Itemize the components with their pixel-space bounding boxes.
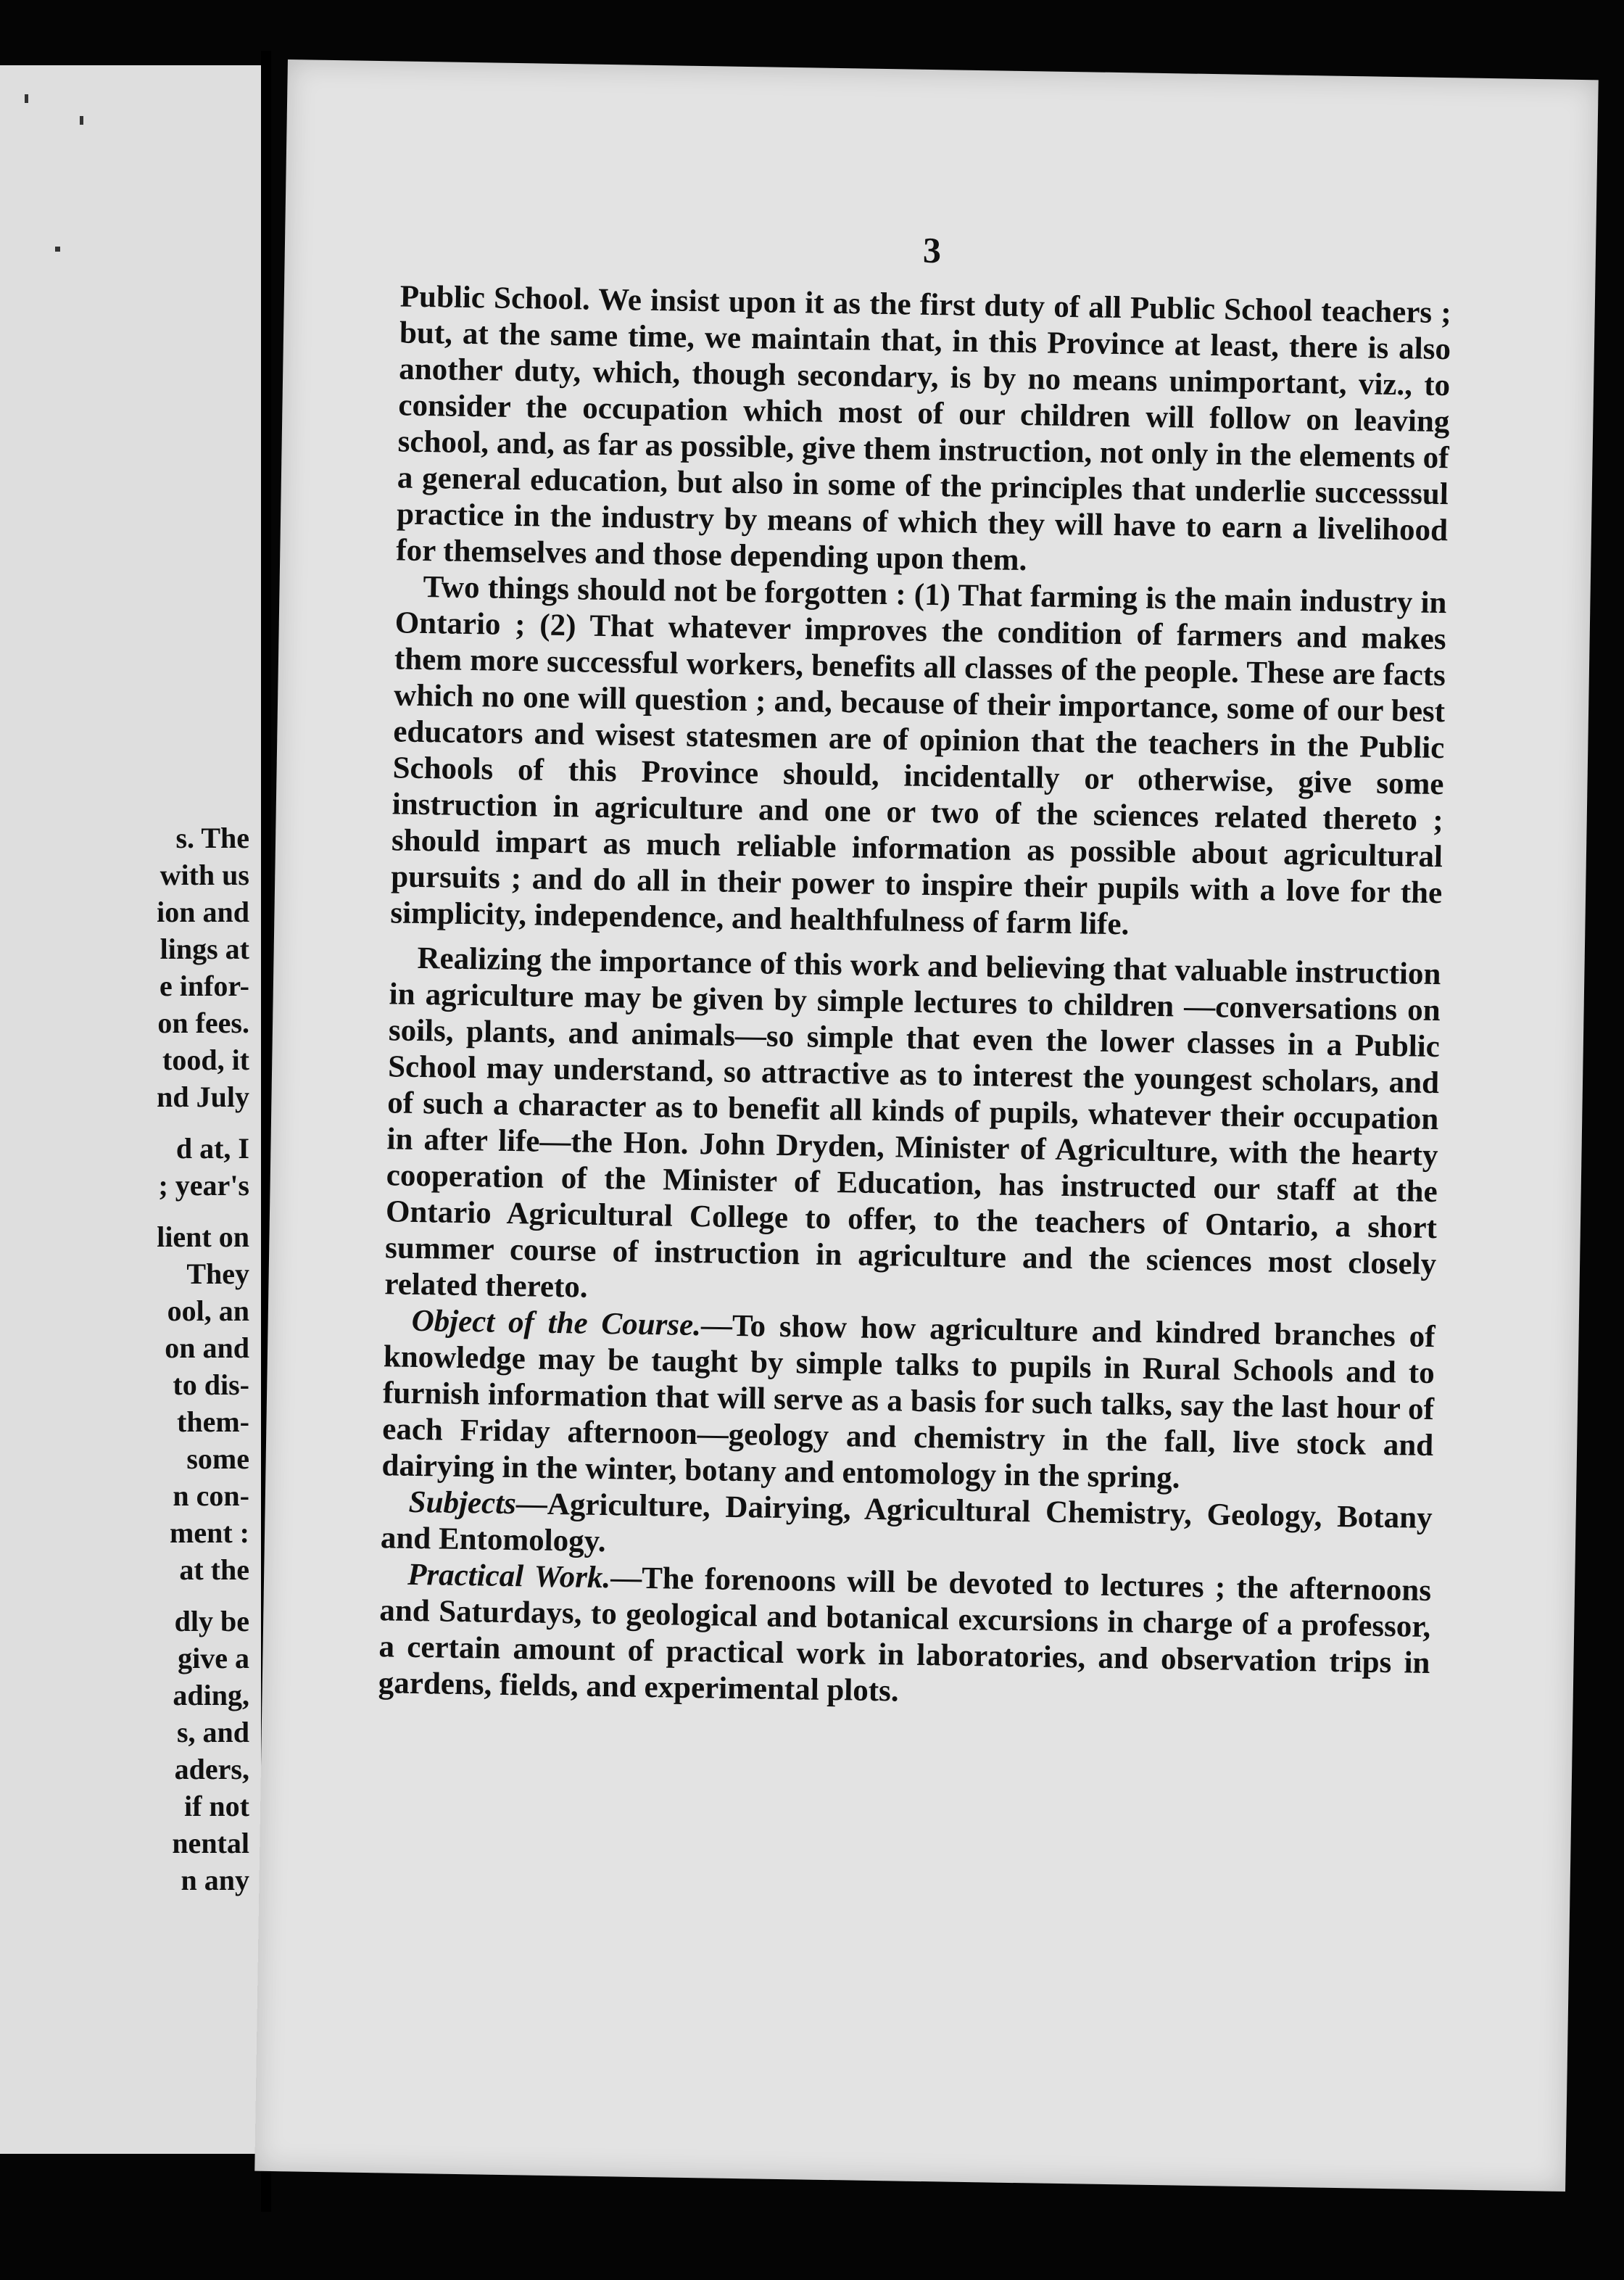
section-text: —Agriculture, Dairying, Agricultural Chemistry, Geology, Botany and Entomology. bbox=[380, 1487, 1433, 1559]
edge-line: on fees. bbox=[157, 1007, 249, 1039]
edge-line: ion and bbox=[157, 896, 249, 928]
section-text: —To show how agriculture and kindred branches of knowledge may be taught by simple talks to pupils in Rural Schools and to furnish information that will serve as a basis for such talks, say the last hour of each Friday afternoon—geology and chemistry in the fall, live stock and dairying in the winter, botany and entomology in the spring. bbox=[381, 1308, 1436, 1495]
page-number: 3 bbox=[922, 229, 942, 271]
edge-line: ment : bbox=[170, 1516, 249, 1549]
edge-line: on and bbox=[165, 1331, 249, 1364]
edge-line: ; year's bbox=[158, 1169, 249, 1202]
facing-page-edge-text bbox=[157, 819, 249, 1899]
edge-line: give a bbox=[178, 1642, 249, 1674]
edge-line: dly be bbox=[174, 1605, 249, 1637]
edge-line: ading, bbox=[173, 1679, 249, 1711]
edge-line: e infor- bbox=[159, 970, 249, 1002]
edge-line: s. The bbox=[175, 822, 249, 854]
page-body bbox=[378, 278, 1451, 1718]
edge-line: if not bbox=[184, 1790, 249, 1822]
paragraph bbox=[378, 1556, 1431, 1718]
edge-line: them- bbox=[177, 1405, 249, 1438]
paragraph: Public School. We insist upon it as the first duty of all Public School teachers ; but, at the same time, we maintain that, in this Province at least, there is also another duty, which, though secondary, is by no means unimportant, viz., to consider the occupation which most of our children will follow on leaving school, and, as far as possible, give them instruction, not only in the elements of a general education, but also in some of the principles that underlie successsul practice in the industry by means of which they will have to earn a livelihood for themselves and those depending upon them. bbox=[395, 279, 1452, 578]
edge-line: to dis- bbox=[173, 1368, 249, 1401]
facing-page bbox=[0, 65, 261, 2154]
ink-speck bbox=[25, 94, 28, 103]
edge-line: with us bbox=[160, 859, 249, 891]
edge-line: They bbox=[186, 1257, 249, 1290]
edge-line: n con- bbox=[173, 1479, 249, 1512]
paragraph bbox=[381, 1302, 1436, 1500]
page bbox=[254, 59, 1599, 2192]
paragraph: Two things should not be forgotten : (1) That farming is the main industry in Ontario ; (2) That whatever improves the condition of farmers and makes them more successful workers, benefits all classes of the people. These are facts which no one will question ; and, because of their importance, some of our best educators and wisest statesmen are of opinion that the teachers in the Public Schools of this Province should, incidentally or otherwise, give some instruction in agriculture and one or two of the sciences related thereto ; should impart as much reliable information as possible about agricultural pursuits ; and do all in their power to inspire their pupils with a love for the simplicity, independence, and healthfulness of farm life. bbox=[390, 570, 1447, 942]
edge-line: some bbox=[186, 1442, 249, 1475]
edge-line: d at, I bbox=[175, 1132, 249, 1165]
ink-speck bbox=[55, 247, 60, 252]
section-heading: Subjects bbox=[408, 1484, 517, 1521]
paragraph: Realizing the importance of this work and believing that valuable instruction in agriculture may be given by simple lectures to children —conversations on soils, plants, and animals—so simple that even the lower classes in a Public School may understand, so attractive as to interest the youngest scholars, and of such a character as to benefit all kinds of pupils, whatever their occupation in after life—the Hon. John Dryden, Minister of Agriculture, with the hearty cooperation of the Minister of Education, has instructed our staff at the Ontario Agricultural College to offer, to the teachers of Ontario, a short summer course of instruction in agriculture and the sciences most closely related thereto. bbox=[384, 941, 1441, 1305]
ink-speck bbox=[80, 116, 83, 125]
edge-line: ool, an bbox=[167, 1294, 249, 1327]
edge-line: nental bbox=[172, 1827, 249, 1859]
edge-line: nd July bbox=[157, 1081, 249, 1113]
section-heading: Practical Work. bbox=[407, 1557, 611, 1595]
edge-line: lient on bbox=[157, 1220, 249, 1253]
section-text: —The forenoons will be devoted to lectures ; the afternoons and Saturdays, to geological and botanical excursions in charge of a professor, a certain amount of practical work in laboratories, and observation trips in gardens, fields, and experimental plots. bbox=[378, 1561, 1432, 1709]
section-heading: Object of the Course. bbox=[411, 1303, 702, 1343]
edge-line: tood, it bbox=[162, 1044, 249, 1076]
edge-line: at the bbox=[179, 1553, 249, 1586]
edge-line: n any bbox=[181, 1864, 249, 1896]
edge-line: s, and bbox=[176, 1716, 249, 1748]
edge-line: aders, bbox=[174, 1753, 249, 1785]
edge-line: lings at bbox=[160, 933, 249, 965]
